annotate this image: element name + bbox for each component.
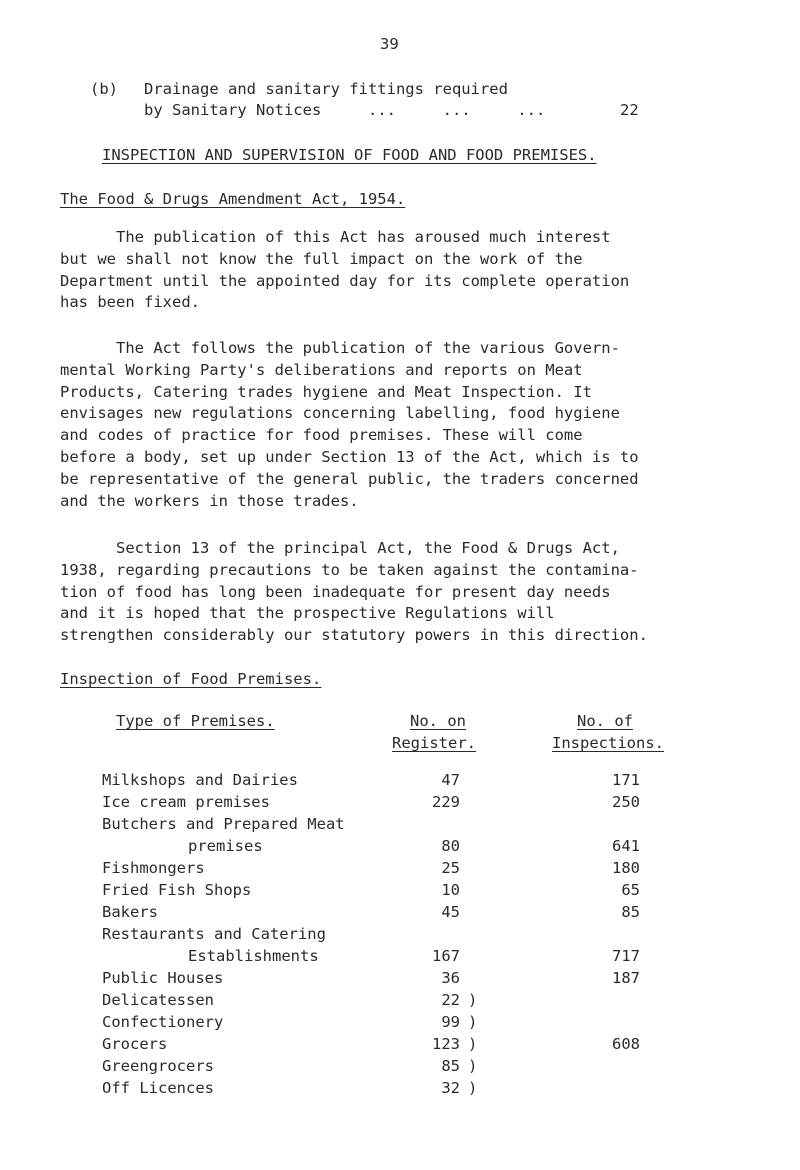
register-count: 22 <box>441 991 460 1009</box>
paragraph-line: Section 13 of the principal Act, the Food & Drugs Act, <box>60 539 620 557</box>
table-row <box>0 1079 800 1101</box>
premises-type: Butchers and Prepared Meat <box>102 815 345 833</box>
register-count: 45 <box>441 903 460 921</box>
paragraph-line: but we shall not know the full impact on the work of the <box>60 249 583 268</box>
table-row <box>0 815 800 837</box>
paragraph-line: Department until the appointed day for its complete operation <box>60 271 630 290</box>
paragraph-line: has been fixed. <box>60 293 200 312</box>
group-bracket: ) <box>468 1057 478 1075</box>
column-header-register-line-1: No. on <box>410 712 466 730</box>
table-row <box>0 793 800 815</box>
paragraph-line: 1938, regarding precautions to be taken against the contamina- <box>60 560 639 579</box>
group-bracket: ) <box>468 991 478 1009</box>
paragraph-line: and it is hoped that the prospective Regulations will <box>60 604 555 623</box>
group-bracket: ) <box>468 1013 478 1031</box>
register-count: 10 <box>441 881 460 899</box>
group-bracket: ) <box>468 1035 478 1053</box>
inspection-heading: Inspection of Food Premises. <box>60 670 322 688</box>
item-b-label: (b) <box>90 80 118 98</box>
premises-type: Restaurants and Catering <box>102 925 326 943</box>
group-bracket: ) <box>468 1079 478 1097</box>
paragraph-line: before a body, set up under Section 13 of the Act, which is to <box>60 447 639 466</box>
table-row <box>0 947 800 969</box>
premises-type: Off Licences <box>102 1079 214 1097</box>
act-heading: The Food & Drugs Amendment Act, 1954. <box>60 190 406 208</box>
premises-type: Confectionery <box>102 1013 224 1031</box>
column-header-inspections-line-1: No. of <box>577 712 633 730</box>
paragraph-line: mental Working Party's deliberations and reports on Meat <box>60 360 583 379</box>
paragraph-line: tion of food has long been inadequate for present day needs <box>60 582 611 601</box>
register-count: 85 <box>441 1057 460 1075</box>
table-row <box>0 991 800 1013</box>
paragraph-line: and codes of practice for food premises. These will come <box>60 426 583 445</box>
column-header-type: Type of Premises. <box>116 712 275 730</box>
register-count: 36 <box>441 969 460 987</box>
paragraph-line: Products, Catering trades hygiene and Meat Inspection. It <box>60 382 592 401</box>
table-row <box>0 925 800 947</box>
inspection-count: 171 <box>612 771 640 789</box>
table-row <box>0 1013 800 1035</box>
item-b-line-1: Drainage and sanitary fittings required <box>144 80 508 98</box>
paragraph-2 <box>60 338 772 512</box>
premises-type: Ice cream premises <box>102 793 270 811</box>
premises-type: Grocers <box>102 1035 168 1053</box>
item-b-value: 22 <box>620 101 639 119</box>
premises-type: Establishments <box>188 947 319 965</box>
paragraph-line: be representative of the general public, the traders concerned <box>60 469 639 488</box>
table-row <box>0 859 800 881</box>
inspection-count: 250 <box>612 793 640 811</box>
paragraph-line: strengthen considerably our statutory powers in this direction. <box>60 626 648 645</box>
inspection-count: 608 <box>612 1035 640 1053</box>
register-count: 99 <box>441 1013 460 1031</box>
paragraph-line: and the workers in those trades. <box>60 491 359 510</box>
register-count: 123 <box>432 1035 460 1053</box>
section-heading: INSPECTION AND SUPERVISION OF FOOD AND FOOD PREMISES. <box>102 146 597 164</box>
inspection-count: 65 <box>621 881 640 899</box>
item-b-leader-dots: ... ... ... <box>368 101 546 119</box>
register-count: 80 <box>441 837 460 855</box>
table-row <box>0 771 800 793</box>
column-header-register-line-2: Register. <box>392 734 476 752</box>
table-row <box>0 837 800 859</box>
premises-type: Public Houses <box>102 969 224 987</box>
premises-type: Fried Fish Shops <box>102 881 252 899</box>
register-count: 32 <box>441 1079 460 1097</box>
premises-type: Delicatessen <box>102 991 214 1009</box>
inspection-count: 641 <box>612 837 640 855</box>
item-b-line-2: by Sanitary Notices <box>144 101 322 119</box>
paragraph-1 <box>60 227 772 314</box>
page-number: 39 <box>380 35 399 53</box>
table-row <box>0 881 800 903</box>
premises-type: Milkshops and Dairies <box>102 771 298 789</box>
register-count: 167 <box>432 947 460 965</box>
table-row <box>0 1035 800 1057</box>
register-count: 25 <box>441 859 460 877</box>
premises-type: premises <box>188 837 263 855</box>
inspection-count: 180 <box>612 859 640 877</box>
paragraph-line: The Act follows the publication of the various Govern- <box>60 339 620 357</box>
premises-type: Bakers <box>102 903 158 921</box>
paragraph-3 <box>60 538 772 647</box>
inspection-count: 717 <box>612 947 640 965</box>
premises-type: Fishmongers <box>102 859 205 877</box>
paragraph-line: The publication of this Act has aroused much interest <box>60 228 611 246</box>
column-header-inspections-line-2: Inspections. <box>552 734 664 752</box>
register-count: 47 <box>441 771 460 789</box>
table-row <box>0 1057 800 1079</box>
inspection-count: 85 <box>621 903 640 921</box>
table-row <box>0 903 800 925</box>
premises-type: Greengrocers <box>102 1057 214 1075</box>
paragraph-line: envisages new regulations concerning labelling, food hygiene <box>60 404 620 423</box>
inspection-count: 187 <box>612 969 640 987</box>
register-count: 229 <box>432 793 460 811</box>
table-row <box>0 969 800 991</box>
